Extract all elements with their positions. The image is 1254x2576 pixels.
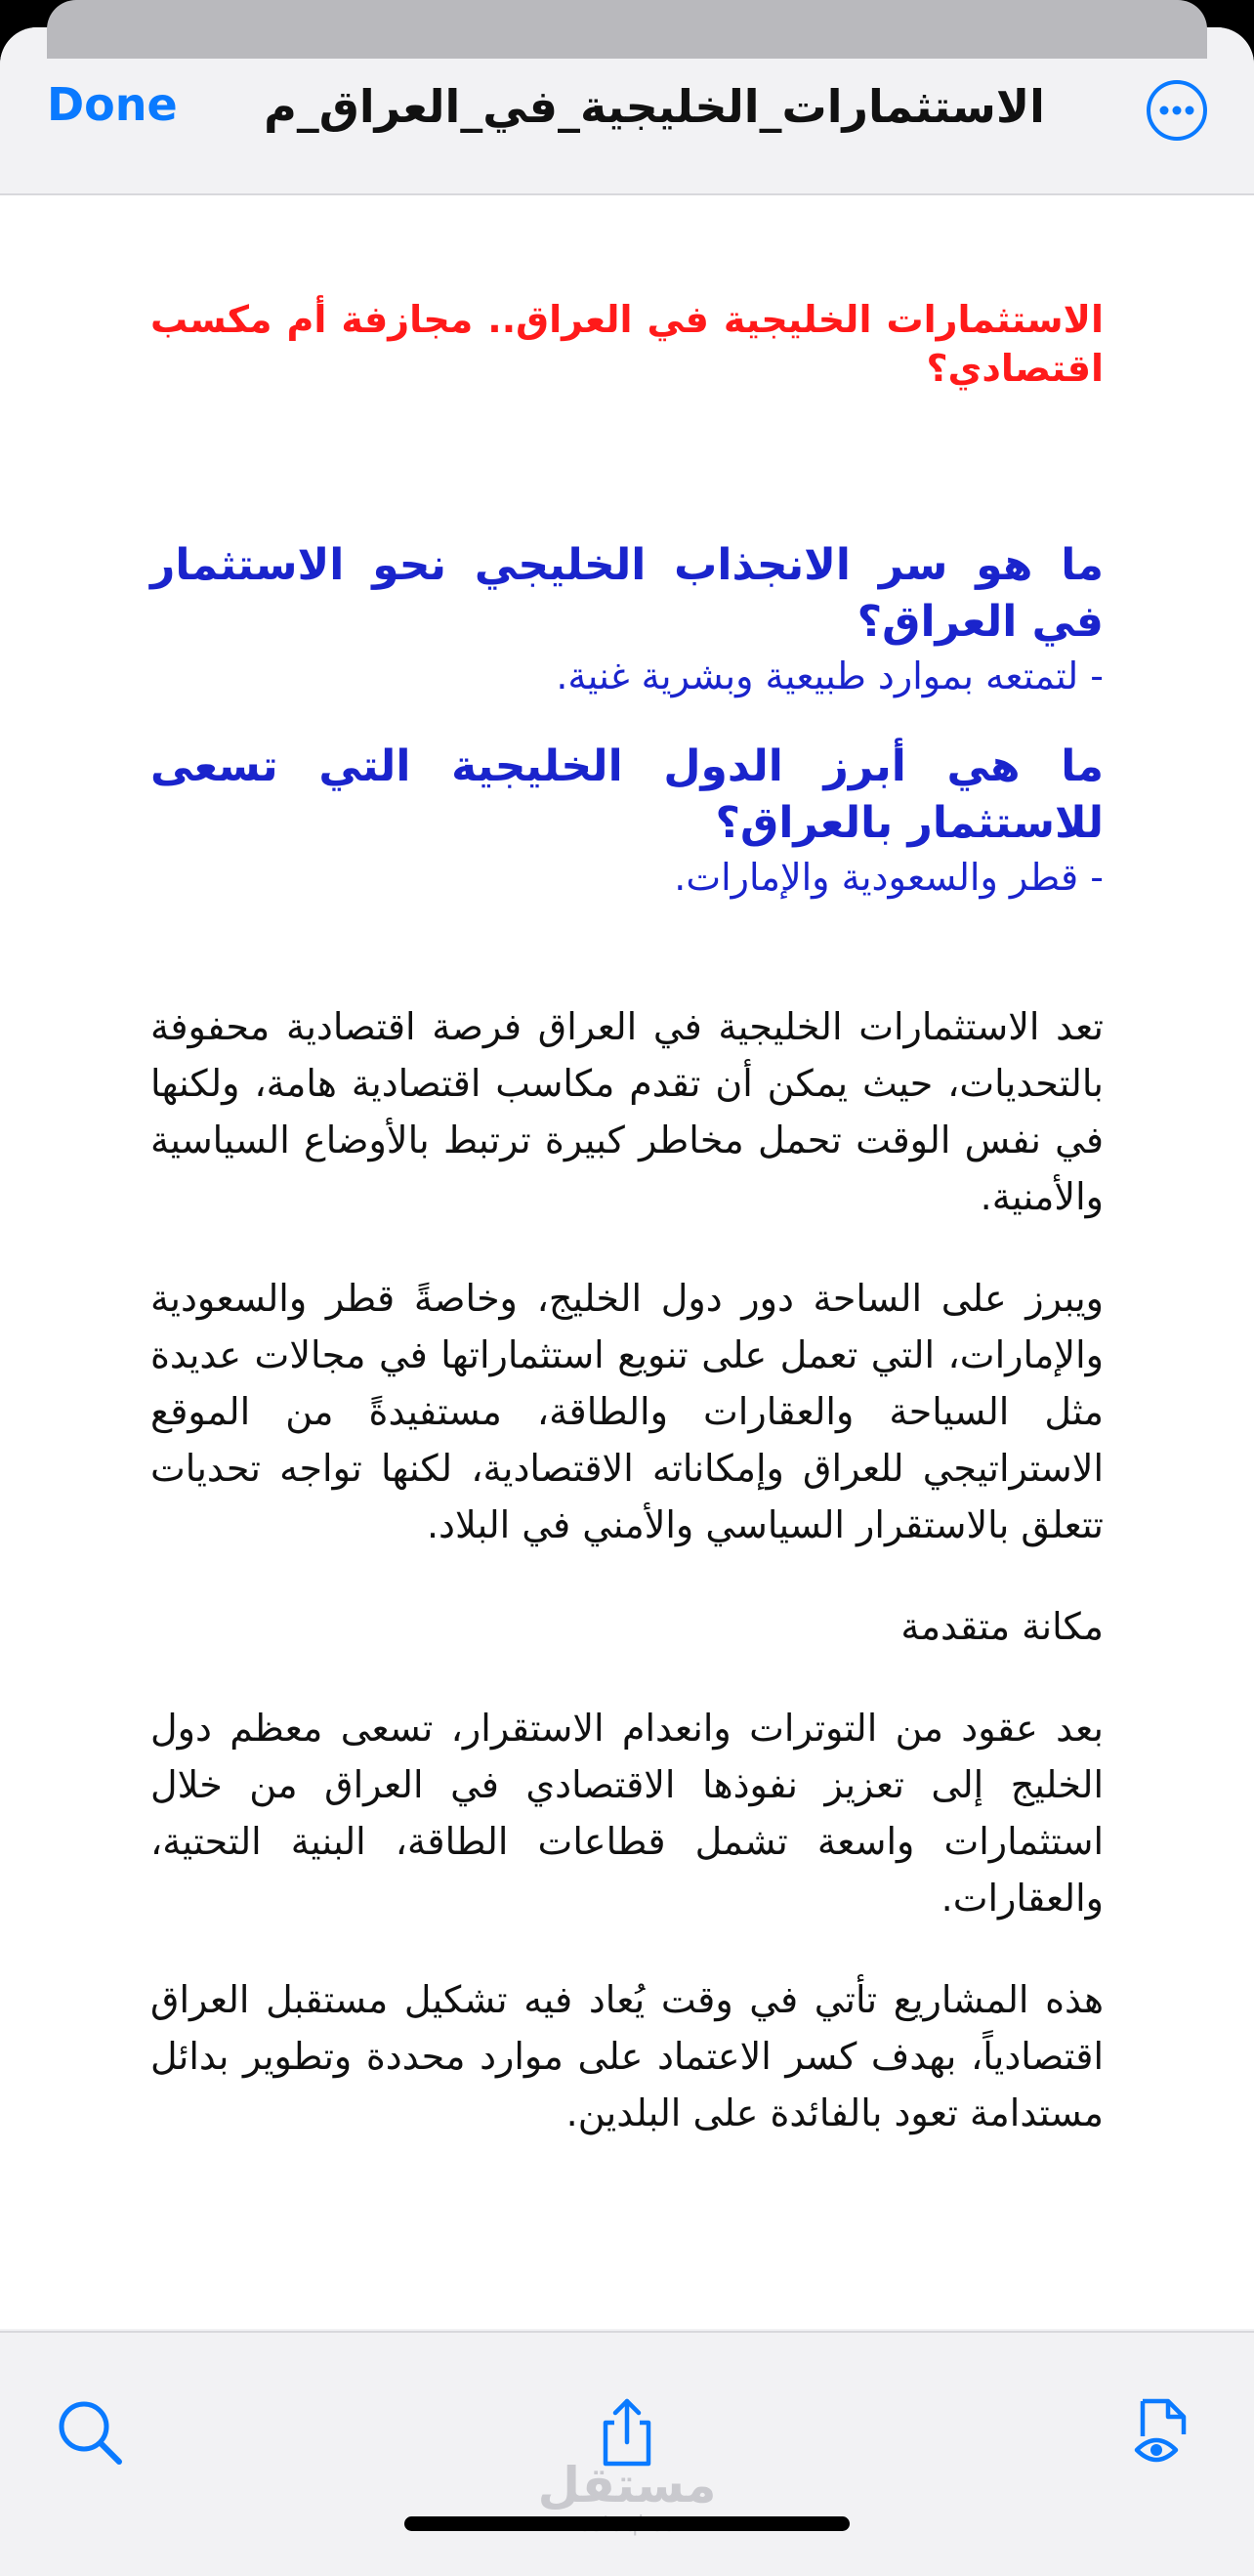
faq-answer: - لتمتعه بموارد طبيعية وبشرية غنية. [556,655,1104,697]
home-indicator[interactable] [404,2516,850,2531]
document-preview-sheet [0,27,1254,2576]
faq-question: ما هو سر الانجذاب الخليجي نحو الاستثمار في العراق؟ [150,540,1104,647]
ellipsis-circle-icon [1145,78,1209,143]
body-paragraph: ويبرز على الساحة دور دول الخليج، وخاصةً قطر والسعودية والإمارات، التي تعمل على تنويع استثماراتها في مجالات عديدة مثل السياحة والعقارات والطاقة، مستفيدةً من الموقع الاستراتيجي للعراق وإمكاناته الاقتصادية، لكنها تواجه تحديات تتعلق بالاستقرار السياسي والأمني في البلاد. [150,1277,1104,1546]
magnifying-glass-icon [51,2393,129,2471]
section-subheading: مكانة متقدمة [900,1605,1104,1648]
more-options-button[interactable] [1145,78,1209,143]
body-paragraph: هذه المشاريع تأتي في وقت يُعاد فيه تشكيل مستقبل العراق اقتصادياً، بهدف كسر الاعتماد على موارد محددة وتطوير بدائل مستدامة تعود بالفائدة على البلدين. [150,1978,1104,2134]
document-content [150,295,1104,2186]
body-paragraph: تعد الاستثمارات الخليجية في العراق فرصة اقتصادية محفوفة بالتحديات، حيث يمكن أن تقدم مكاسب اقتصادية هامة، ولكنها في نفس الوقت تحمل مخاطر كبيرة ترتبط بالأوضاع السياسية والأمنية. [150,1005,1104,1218]
search-button[interactable] [51,2393,129,2471]
document-title: الاستثمارات_الخليجية_في_العراق_م [264,80,1045,133]
body-paragraph: بعد عقود من التوترات وانعدام الاستقرار، تسعى معظم دول الخليج إلى تعزيز نفوذها الاقتصادي في العراق من خلال استثمارات واسعة تشمل قطاعات الطاقة، البنية التحتية، والعقارات. [150,1707,1104,1920]
faq-question: ما هي أبرز الدول الخليجية التي تسعى للاستثمار بالعراق؟ [150,741,1104,848]
faq-answer: - قطر والسعودية والإمارات. [674,856,1104,899]
background-sheet-edge [47,0,1207,59]
document-heading: الاستثمارات الخليجية في العراق.. مجازفة أم مكسب اقتصادي؟ [150,298,1104,390]
document-view-icon [1123,2393,1201,2471]
watermark-logo-text: مستقل [537,2457,717,2513]
document-page[interactable] [0,195,1254,2329]
markup-button[interactable] [1123,2393,1201,2471]
done-button[interactable]: Done [47,78,178,131]
bottom-toolbar [0,2331,1254,2576]
